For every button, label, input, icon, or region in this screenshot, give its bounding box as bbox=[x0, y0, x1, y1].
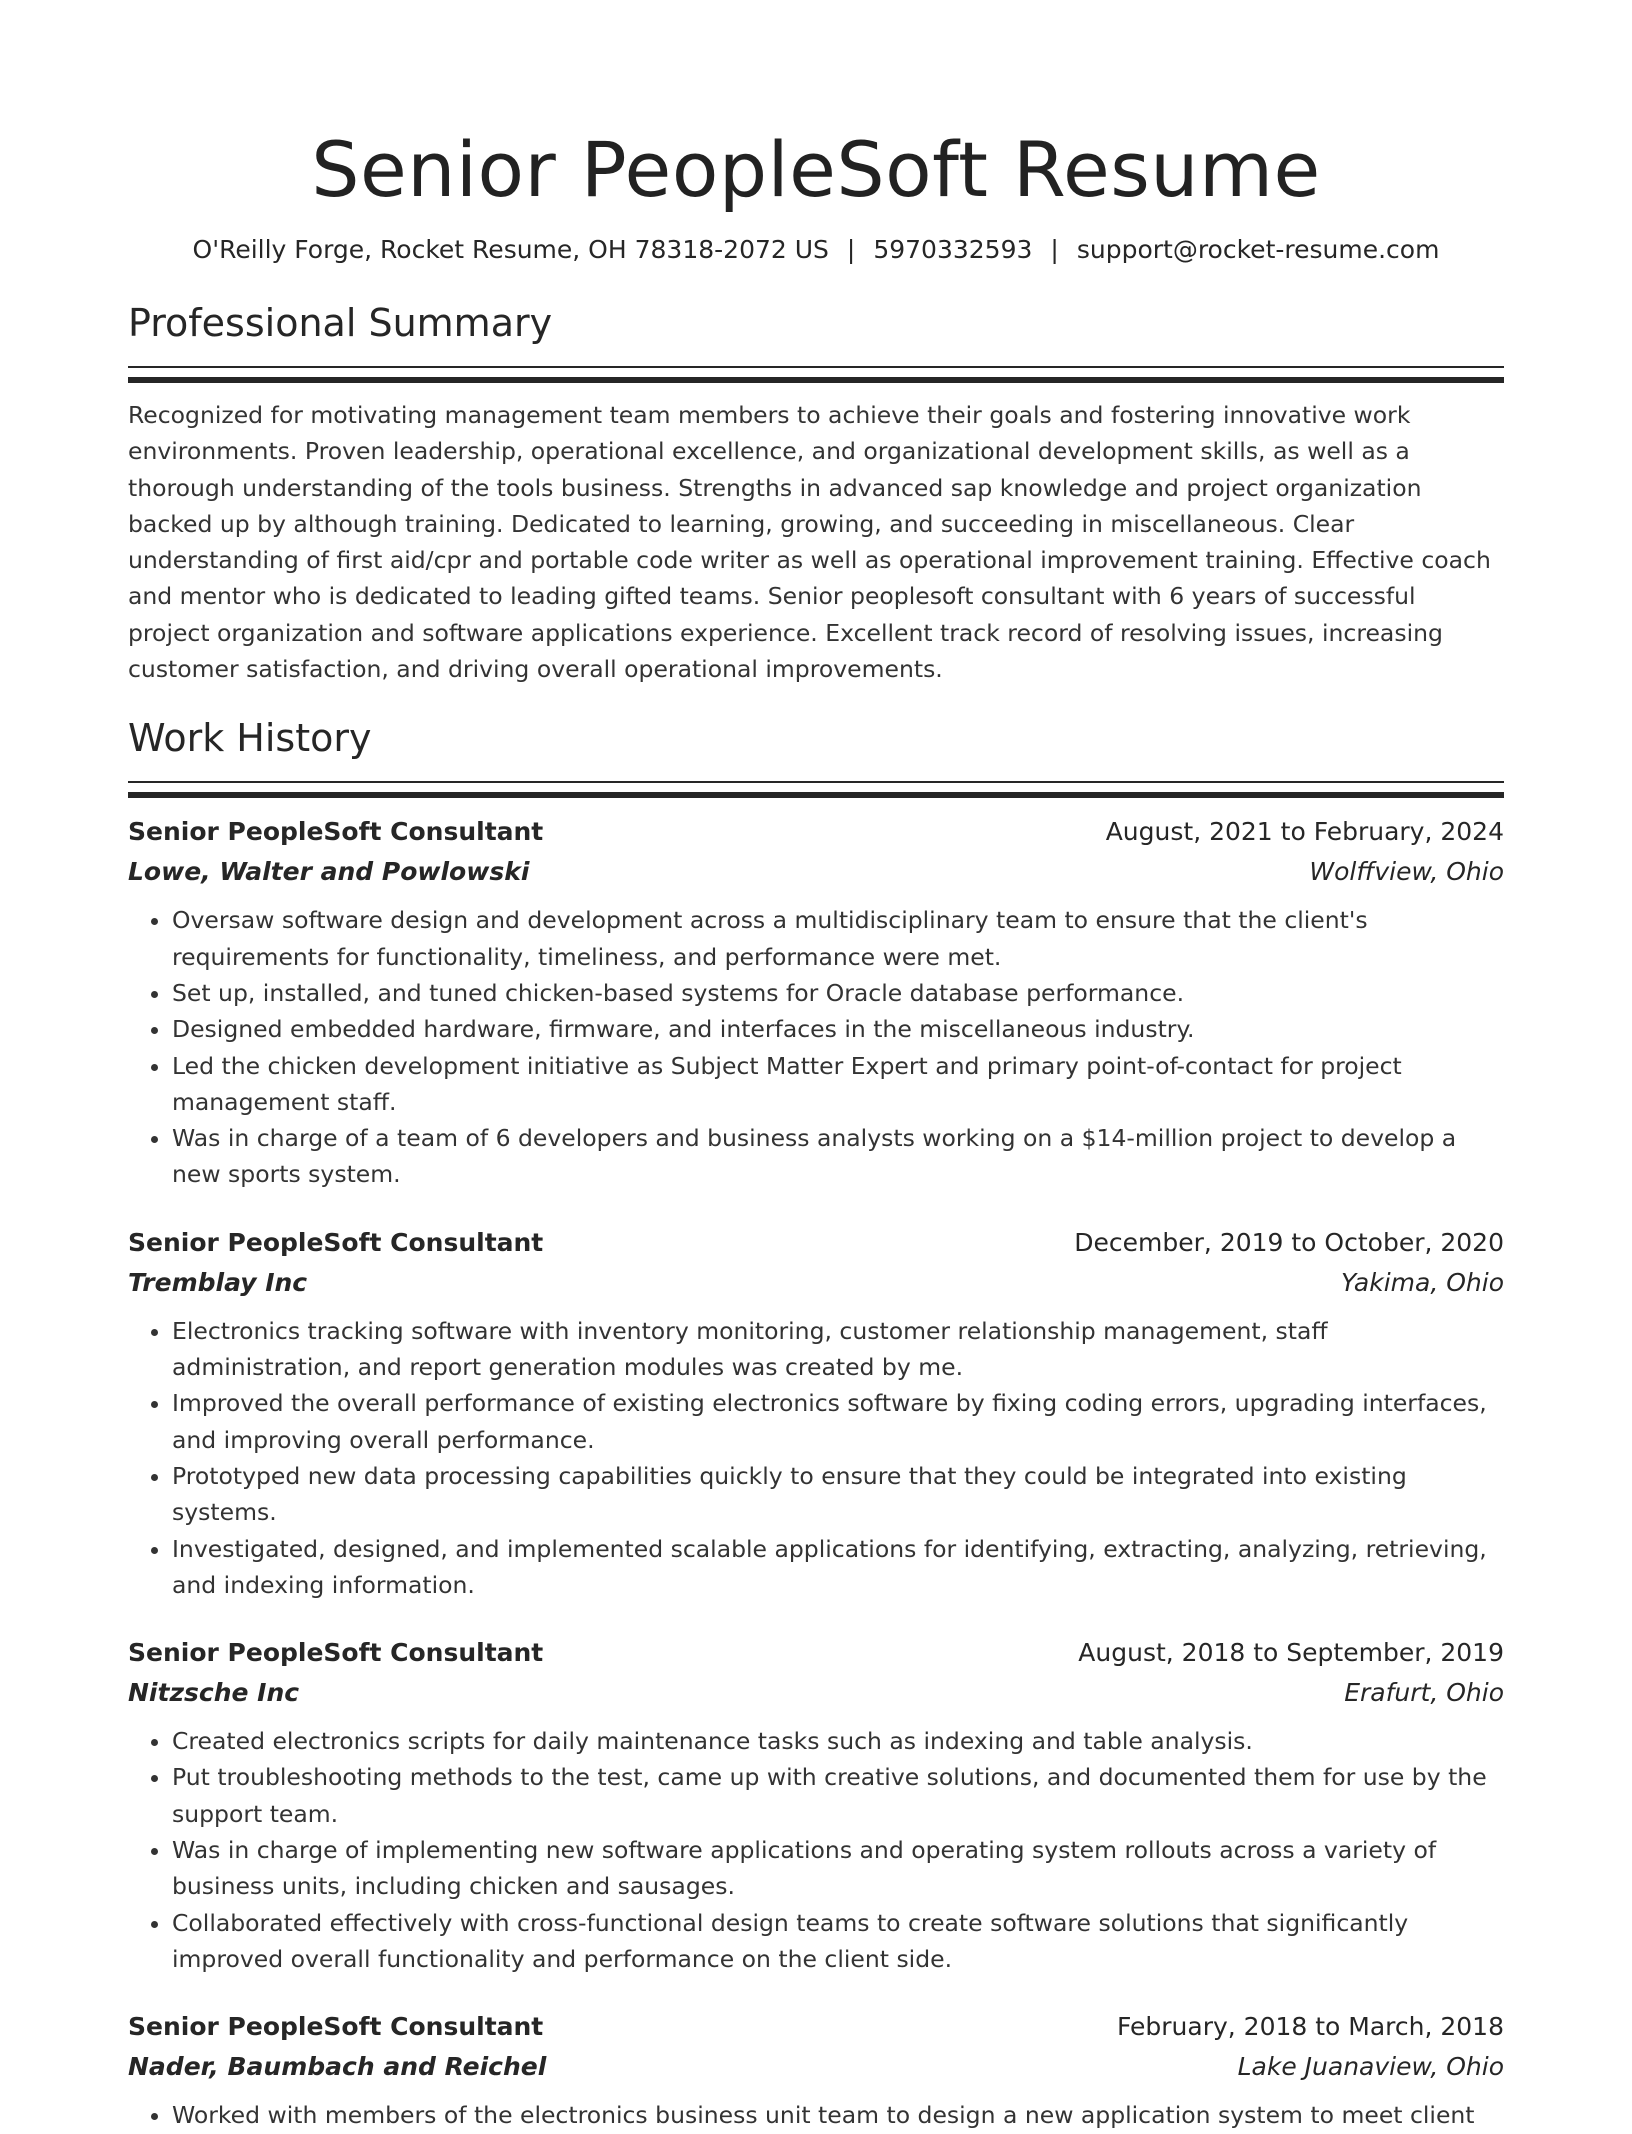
job-dates: August, 2018 to September, 2019 bbox=[1078, 1638, 1504, 1668]
job-location: Lake Juanaview, Ohio bbox=[1237, 2052, 1504, 2082]
job-dates: February, 2018 to March, 2018 bbox=[1116, 2012, 1504, 2042]
job-entry bbox=[128, 1223, 1504, 1603]
resume-page bbox=[128, 0, 1504, 2134]
contact-separator: | bbox=[846, 235, 856, 264]
summary-text: Recognized for motivating management team members to achieve their goals and fostering innovative work environments. Proven leadership, operational excellence, and organizational development skills, as well as a thorough understanding of the tools business. Strengths in advanced sap knowledge and project organization backed up by although training. Dedicated to learning, growing, and succeeding in miscellaneous. Clear understanding of first aid/cpr and portable code writer as well as operational improvement training. Effective coach and mentor who is dedicated to leading gifted teams. Senior peoplesoft consultant with 6 years of successful project organization and software applications experience. Excellent track record of resolving issues, increasing customer satisfaction, and driving overall operational improvements. bbox=[128, 401, 1491, 684]
job-location: Wolffview, Ohio bbox=[1309, 857, 1504, 887]
job-title: Senior PeopleSoft Consultant bbox=[128, 2012, 544, 2042]
job-entry bbox=[128, 2007, 1504, 2133]
page-title: Senior PeopleSoft Resume bbox=[311, 125, 1321, 214]
contact-separator: | bbox=[1050, 235, 1059, 264]
section-divider bbox=[128, 366, 1504, 383]
job-location: Erafurt, Ohio bbox=[1344, 1678, 1504, 1708]
job-bullets bbox=[128, 902, 1504, 1192]
list-item: • Improved the overall performance of existing electronics software by fixing coding errors, upgrading interfaces, and improving overall performance. bbox=[172, 1385, 1504, 1458]
summary-heading: Professional Summary bbox=[128, 301, 553, 345]
job-entry bbox=[128, 812, 1504, 1192]
summary-section bbox=[128, 298, 1504, 687]
job-title: Senior PeopleSoft Consultant bbox=[128, 1227, 544, 1257]
job-dates: December, 2019 to October, 2020 bbox=[1074, 1227, 1504, 1257]
list-item: • Electronics tracking software with inventory monitoring, customer relationship management, staff administration, and report generation modules was created by me. bbox=[172, 1313, 1504, 1386]
list-item: • Collaborated effectively with cross-functional design teams to create software solutions that significantly improved overall functionality and performance on the client side. bbox=[172, 1905, 1504, 1978]
section-divider bbox=[128, 781, 1504, 798]
contact-line bbox=[128, 232, 1504, 268]
job-bullets bbox=[128, 2097, 1504, 2133]
work-history-section bbox=[128, 713, 1504, 2133]
list-item: • Worked with members of the electronics business unit team to design a new application system to meet client bbox=[172, 2097, 1504, 2133]
job-bullets bbox=[128, 1723, 1504, 1977]
list-item: • Created electronics scripts for daily maintenance tasks such as indexing and table analysis. bbox=[172, 1723, 1504, 1759]
list-item: • Put troubleshooting methods to the test, came up with creative solutions, and documented them for use by the support team. bbox=[172, 1759, 1504, 1832]
job-dates: August, 2021 to February, 2024 bbox=[1105, 817, 1504, 847]
list-item: • Investigated, designed, and implemented scalable applications for identifying, extracting, analyzing, retrieving, and indexing information. bbox=[172, 1531, 1504, 1604]
job-bullets bbox=[128, 1313, 1504, 1603]
list-item: • Prototyped new data processing capabilities quickly to ensure that they could be integrated into existing systems. bbox=[172, 1458, 1504, 1531]
contact-address: O'Reilly Forge, Rocket Resume, OH 78318-2072 US bbox=[192, 235, 829, 264]
job-company: Nader, Baumbach and Reichel bbox=[128, 2052, 547, 2082]
job-location: Yakima, Ohio bbox=[1340, 1267, 1504, 1297]
list-item: • Designed embedded hardware, firmware, and interfaces in the miscellaneous industry. bbox=[172, 1011, 1504, 1047]
list-item: • Oversaw software design and development across a multidisciplinary team to ensure that the client's requirements for functionality, timeliness, and performance were met. bbox=[172, 902, 1504, 975]
list-item: • Led the chicken development initiative as Subject Matter Expert and primary point-of-contact for project management staff. bbox=[172, 1048, 1504, 1121]
list-item: • Was in charge of a team of 6 developers and business analysts working on a $14-million project to develop a new sports system. bbox=[172, 1120, 1504, 1193]
job-title: Senior PeopleSoft Consultant bbox=[128, 817, 544, 847]
job-company: Tremblay Inc bbox=[128, 1267, 308, 1297]
job-company: Lowe, Walter and Powlowski bbox=[128, 857, 530, 887]
job-title: Senior PeopleSoft Consultant bbox=[128, 1638, 544, 1668]
list-item: • Was in charge of implementing new software applications and operating system rollouts across a variety of business units, including chicken and sausages. bbox=[172, 1832, 1504, 1905]
job-entry bbox=[128, 1633, 1504, 1977]
work-history-heading: Work History bbox=[128, 716, 372, 761]
job-company: Nitzsche Inc bbox=[128, 1678, 300, 1708]
contact-phone: 5970332593 bbox=[873, 235, 1033, 264]
list-item: • Set up, installed, and tuned chicken-based systems for Oracle database performance. bbox=[172, 975, 1504, 1011]
contact-email: support@rocket-resume.com bbox=[1076, 235, 1440, 264]
